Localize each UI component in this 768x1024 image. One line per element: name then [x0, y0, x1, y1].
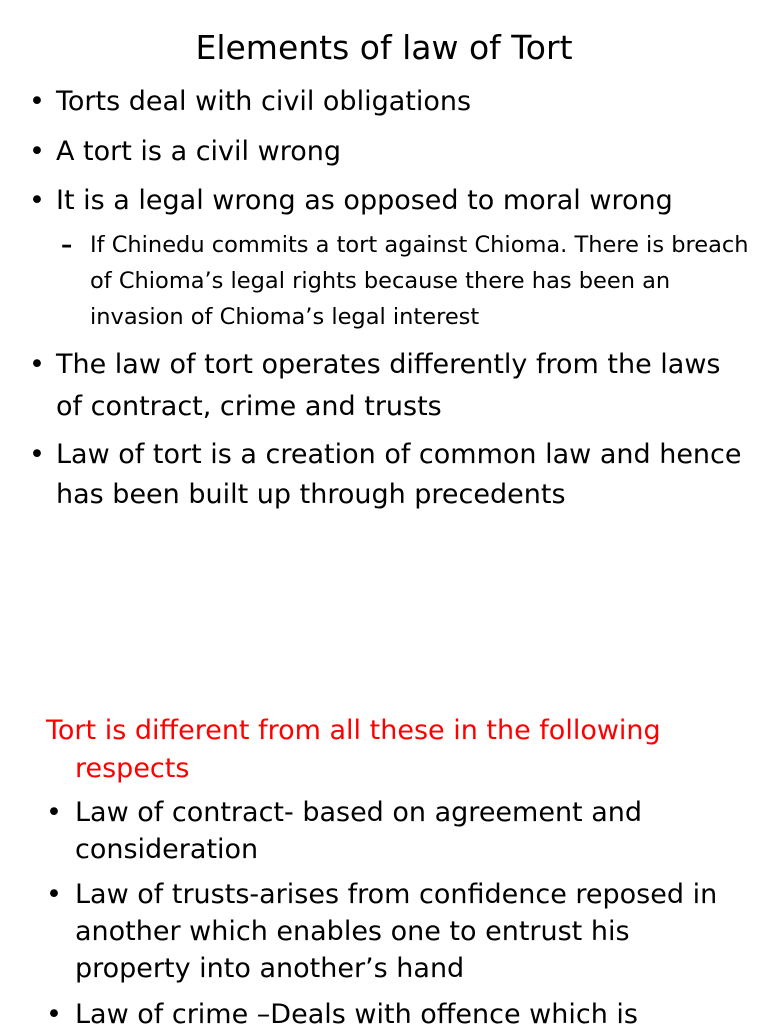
bullet-text: A tort is a civil wrong — [56, 136, 341, 167]
sub-bullet-text: If Chinedu commits a tort against Chioma. There is breach of Chioma’s legal rights because there has been an invasion of Chioma’s legal interest — [90, 232, 749, 330]
bullet-item — [46, 876, 746, 987]
bullet-text: Torts deal with civil obligations — [56, 86, 472, 117]
section-intro: Tort is different from all these in the following respects — [46, 715, 661, 784]
slide-title: Elements of law of Tort — [195, 28, 573, 67]
bullet-text: It is a legal wrong as opposed to moral wrong — [56, 185, 673, 216]
slide-2 — [0, 700, 768, 1024]
bullet-icon: • — [29, 439, 45, 470]
bullet-icon: • — [29, 86, 45, 117]
bullet-item — [29, 82, 754, 122]
bullet-item — [29, 435, 754, 515]
bullet-icon: • — [29, 136, 45, 167]
bullet-item — [46, 794, 746, 868]
bullet-text: Law of contract- based on agreement and consideration — [75, 797, 643, 865]
bullet-icon: • — [29, 185, 45, 216]
bullet-item — [29, 181, 754, 221]
bullet-text: Law of trusts-arises from confidence reposed in another which enables one to entrust his property into another’s hand — [75, 879, 718, 984]
bullet-item — [29, 132, 754, 172]
bullet-icon: • — [46, 999, 62, 1024]
bullet-icon: • — [46, 797, 62, 828]
bullet-icon: • — [46, 879, 62, 910]
bullet-text: Law of crime –Deals with offence which is — [75, 999, 638, 1024]
bullet-icon: • — [29, 349, 45, 380]
bullet-item — [29, 344, 754, 428]
bullet-item — [46, 996, 746, 1024]
bullet-text: The law of tort operates differently from the laws of contract, crime and trusts — [56, 349, 721, 422]
dash-icon: – — [61, 232, 73, 258]
bullet-text: Law of tort is a creation of common law and hence has been built up through precedents — [56, 439, 742, 510]
sub-bullet-item — [61, 227, 751, 335]
